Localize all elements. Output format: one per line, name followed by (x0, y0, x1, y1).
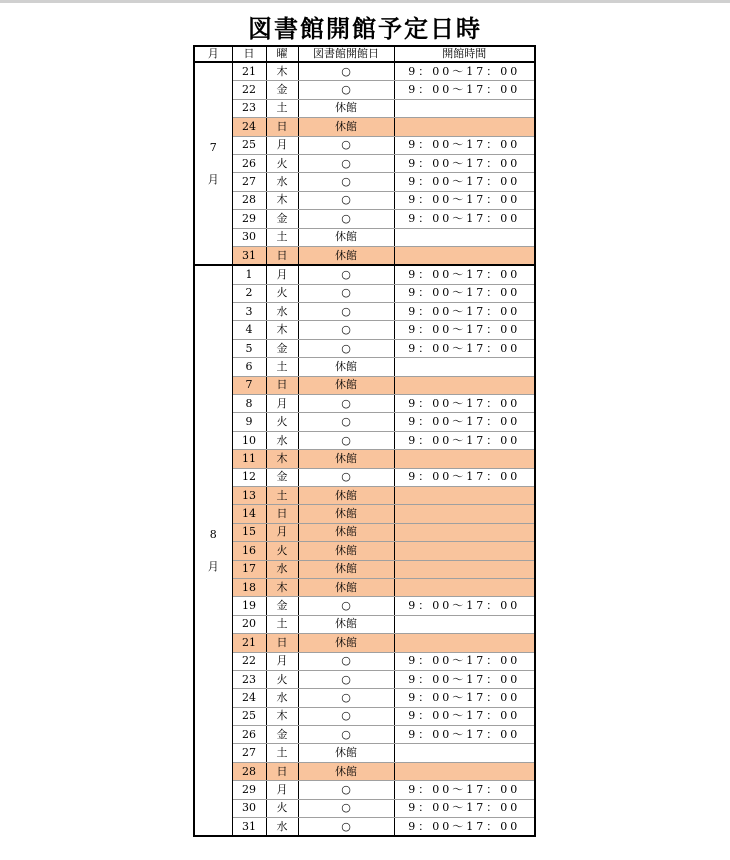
day-cell: 30 (232, 228, 266, 246)
open-status-cell: ○ (298, 468, 394, 486)
weekday-cell: 木 (266, 578, 298, 596)
weekday-cell: 土 (266, 99, 298, 117)
open-status-cell: ○ (298, 303, 394, 321)
hours-cell: 9：00～17：00 (394, 173, 535, 191)
weekday-cell: 日 (266, 505, 298, 523)
day-cell: 25 (232, 707, 266, 725)
table-row (194, 136, 535, 154)
weekday-cell: 月 (266, 781, 298, 799)
table-row (194, 431, 535, 449)
open-status-cell: 休館 (298, 358, 394, 376)
day-cell: 4 (232, 321, 266, 339)
day-cell: 9 (232, 413, 266, 431)
weekday-cell: 水 (266, 560, 298, 578)
table-row (194, 689, 535, 707)
weekday-cell: 土 (266, 615, 298, 633)
weekday-cell: 水 (266, 818, 298, 837)
day-cell: 6 (232, 358, 266, 376)
table-row (194, 560, 535, 578)
open-status-cell: ○ (298, 689, 394, 707)
open-status-cell: 休館 (298, 634, 394, 652)
day-cell: 10 (232, 431, 266, 449)
page-title: 図書館開館予定日時 (248, 15, 482, 43)
weekday-cell: 水 (266, 303, 298, 321)
table-row (194, 321, 535, 339)
day-cell: 27 (232, 173, 266, 191)
hours-cell: 9：00～17：00 (394, 652, 535, 670)
header-hours: 開館時間 (394, 46, 535, 62)
open-status-cell: ○ (298, 395, 394, 413)
open-status-cell: 休館 (298, 505, 394, 523)
table-row (194, 652, 535, 670)
day-cell: 23 (232, 99, 266, 117)
day-cell: 26 (232, 726, 266, 744)
hours-cell (394, 358, 535, 376)
weekday-cell: 水 (266, 431, 298, 449)
hours-cell: 9：00～17：00 (394, 62, 535, 81)
hours-cell: 9：00～17：00 (394, 395, 535, 413)
weekday-cell: 金 (266, 468, 298, 486)
month-number: 8 (209, 527, 217, 541)
weekday-cell: 土 (266, 744, 298, 762)
open-status-cell: ○ (298, 210, 394, 228)
weekday-cell: 金 (266, 210, 298, 228)
table-row (194, 228, 535, 246)
hours-cell: 9：00～17：00 (394, 670, 535, 688)
day-cell: 29 (232, 781, 266, 799)
table-row (194, 578, 535, 596)
hours-cell (394, 228, 535, 246)
table-row (194, 450, 535, 468)
weekday-cell: 木 (266, 191, 298, 209)
open-status-cell: ○ (298, 284, 394, 302)
day-cell: 25 (232, 136, 266, 154)
open-status-cell: ○ (298, 191, 394, 209)
open-status-cell: 休館 (298, 118, 394, 136)
open-status-cell: ○ (298, 799, 394, 817)
hours-cell: 9：00～17：00 (394, 303, 535, 321)
table-row (194, 284, 535, 302)
hours-cell: 9：00～17：00 (394, 284, 535, 302)
open-status-cell: ○ (298, 413, 394, 431)
weekday-cell: 水 (266, 173, 298, 191)
table-row (194, 505, 535, 523)
open-status-cell: 休館 (298, 560, 394, 578)
open-status-cell: ○ (298, 597, 394, 615)
hours-cell: 9：00～17：00 (394, 689, 535, 707)
hours-cell (394, 634, 535, 652)
header-row (194, 46, 535, 62)
open-status-cell: 休館 (298, 450, 394, 468)
top-edge-line (0, 0, 730, 3)
table-row (194, 634, 535, 652)
day-cell: 2 (232, 284, 266, 302)
hours-cell: 9：00～17：00 (394, 136, 535, 154)
hours-cell (394, 99, 535, 117)
hours-cell (394, 118, 535, 136)
hours-cell (394, 523, 535, 541)
table-row (194, 118, 535, 136)
open-status-cell: ○ (298, 321, 394, 339)
month-cell (194, 265, 232, 836)
open-status-cell: 休館 (298, 376, 394, 394)
open-status-cell: ○ (298, 652, 394, 670)
table-row (194, 246, 535, 265)
hours-cell: 9：00～17：00 (394, 339, 535, 357)
table-row (194, 670, 535, 688)
day-cell: 31 (232, 246, 266, 265)
table-row (194, 762, 535, 780)
open-status-cell: ○ (298, 265, 394, 284)
hours-cell (394, 246, 535, 265)
hours-cell (394, 450, 535, 468)
open-status-cell: ○ (298, 339, 394, 357)
open-status-cell: ○ (298, 154, 394, 172)
open-status-cell: 休館 (298, 228, 394, 246)
hours-cell: 9：00～17：00 (394, 597, 535, 615)
open-status-cell: ○ (298, 670, 394, 688)
month-number: 7 (209, 140, 217, 154)
weekday-cell: 日 (266, 634, 298, 652)
table-row (194, 265, 535, 284)
day-cell: 3 (232, 303, 266, 321)
table-row (194, 781, 535, 799)
open-status-cell: 休館 (298, 578, 394, 596)
day-cell: 15 (232, 523, 266, 541)
open-status-cell: ○ (298, 431, 394, 449)
open-status-cell: ○ (298, 818, 394, 837)
day-cell: 5 (232, 339, 266, 357)
weekday-cell: 木 (266, 62, 298, 81)
weekday-cell: 火 (266, 413, 298, 431)
table-row (194, 62, 535, 81)
hours-cell (394, 744, 535, 762)
table-row (194, 173, 535, 191)
hours-cell: 9：00～17：00 (394, 468, 535, 486)
header-open-day: 図書館開館日 (298, 46, 394, 62)
open-status-cell: ○ (298, 707, 394, 725)
weekday-cell: 木 (266, 707, 298, 725)
month-suffix: 月 (207, 559, 219, 573)
hours-cell (394, 505, 535, 523)
day-cell: 20 (232, 615, 266, 633)
open-status-cell: 休館 (298, 246, 394, 265)
open-status-cell: ○ (298, 173, 394, 191)
table-row (194, 358, 535, 376)
day-cell: 26 (232, 154, 266, 172)
day-cell: 11 (232, 450, 266, 468)
open-status-cell: ○ (298, 81, 394, 99)
hours-cell: 9：00～17：00 (394, 781, 535, 799)
table-row (194, 615, 535, 633)
weekday-cell: 月 (266, 395, 298, 413)
table-row (194, 523, 535, 541)
header-day: 日 (232, 46, 266, 62)
weekday-cell: 日 (266, 762, 298, 780)
weekday-cell: 日 (266, 246, 298, 265)
table-row (194, 339, 535, 357)
weekday-cell: 月 (266, 265, 298, 284)
hours-cell (394, 486, 535, 504)
table-row (194, 413, 535, 431)
table-row (194, 468, 535, 486)
open-status-cell: 休館 (298, 542, 394, 560)
day-cell: 22 (232, 81, 266, 99)
hours-cell: 9：00～17：00 (394, 726, 535, 744)
day-cell: 21 (232, 62, 266, 81)
weekday-cell: 日 (266, 376, 298, 394)
day-cell: 30 (232, 799, 266, 817)
open-status-cell: 休館 (298, 486, 394, 504)
table-row (194, 799, 535, 817)
day-cell: 21 (232, 634, 266, 652)
hours-cell: 9：00～17：00 (394, 799, 535, 817)
hours-cell (394, 762, 535, 780)
day-cell: 17 (232, 560, 266, 578)
day-cell: 27 (232, 744, 266, 762)
weekday-cell: 金 (266, 726, 298, 744)
hours-cell: 9：00～17：00 (394, 265, 535, 284)
open-status-cell: ○ (298, 136, 394, 154)
table-row (194, 486, 535, 504)
weekday-cell: 月 (266, 136, 298, 154)
day-cell: 16 (232, 542, 266, 560)
schedule-table (193, 45, 536, 837)
day-cell: 18 (232, 578, 266, 596)
schedule-body (194, 62, 535, 836)
weekday-cell: 火 (266, 799, 298, 817)
weekday-cell: 木 (266, 321, 298, 339)
open-status-cell: 休館 (298, 744, 394, 762)
weekday-cell: 土 (266, 228, 298, 246)
day-cell: 19 (232, 597, 266, 615)
weekday-cell: 日 (266, 118, 298, 136)
table-row (194, 726, 535, 744)
hours-cell (394, 376, 535, 394)
day-cell: 8 (232, 395, 266, 413)
weekday-cell: 木 (266, 450, 298, 468)
header-weekday: 曜 (266, 46, 298, 62)
table-row (194, 395, 535, 413)
weekday-cell: 火 (266, 542, 298, 560)
table-row (194, 154, 535, 172)
open-status-cell: 休館 (298, 615, 394, 633)
hours-cell (394, 615, 535, 633)
open-status-cell: ○ (298, 62, 394, 81)
day-cell: 28 (232, 191, 266, 209)
hours-cell: 9：00～17：00 (394, 431, 535, 449)
open-status-cell: ○ (298, 726, 394, 744)
table-row (194, 191, 535, 209)
weekday-cell: 金 (266, 597, 298, 615)
hours-cell (394, 578, 535, 596)
day-cell: 23 (232, 670, 266, 688)
weekday-cell: 火 (266, 284, 298, 302)
table-row (194, 597, 535, 615)
weekday-cell: 火 (266, 154, 298, 172)
weekday-cell: 月 (266, 652, 298, 670)
day-cell: 13 (232, 486, 266, 504)
table-row (194, 210, 535, 228)
hours-cell: 9：00～17：00 (394, 154, 535, 172)
table-row (194, 818, 535, 837)
hours-cell: 9：00～17：00 (394, 413, 535, 431)
day-cell: 22 (232, 652, 266, 670)
weekday-cell: 金 (266, 81, 298, 99)
open-status-cell: 休館 (298, 762, 394, 780)
weekday-cell: 土 (266, 486, 298, 504)
hours-cell: 9：00～17：00 (394, 818, 535, 837)
day-cell: 1 (232, 265, 266, 284)
weekday-cell: 水 (266, 689, 298, 707)
open-status-cell: 休館 (298, 99, 394, 117)
day-cell: 31 (232, 818, 266, 837)
open-status-cell: 休館 (298, 523, 394, 541)
header-month: 月 (194, 46, 232, 62)
open-status-cell: ○ (298, 781, 394, 799)
day-cell: 24 (232, 689, 266, 707)
hours-cell (394, 542, 535, 560)
table-row (194, 99, 535, 117)
weekday-cell: 月 (266, 523, 298, 541)
day-cell: 29 (232, 210, 266, 228)
hours-cell: 9：00～17：00 (394, 191, 535, 209)
table-row (194, 542, 535, 560)
day-cell: 28 (232, 762, 266, 780)
weekday-cell: 火 (266, 670, 298, 688)
weekday-cell: 金 (266, 339, 298, 357)
day-cell: 14 (232, 505, 266, 523)
table-row (194, 744, 535, 762)
hours-cell: 9：00～17：00 (394, 81, 535, 99)
table-row (194, 707, 535, 725)
hours-cell: 9：00～17：00 (394, 321, 535, 339)
day-cell: 7 (232, 376, 266, 394)
hours-cell: 9：00～17：00 (394, 707, 535, 725)
table-row (194, 376, 535, 394)
month-suffix: 月 (207, 172, 219, 186)
day-cell: 12 (232, 468, 266, 486)
weekday-cell: 土 (266, 358, 298, 376)
table-row (194, 81, 535, 99)
table-row (194, 303, 535, 321)
hours-cell (394, 560, 535, 578)
day-cell: 24 (232, 118, 266, 136)
hours-cell: 9：00～17：00 (394, 210, 535, 228)
month-cell (194, 62, 232, 265)
